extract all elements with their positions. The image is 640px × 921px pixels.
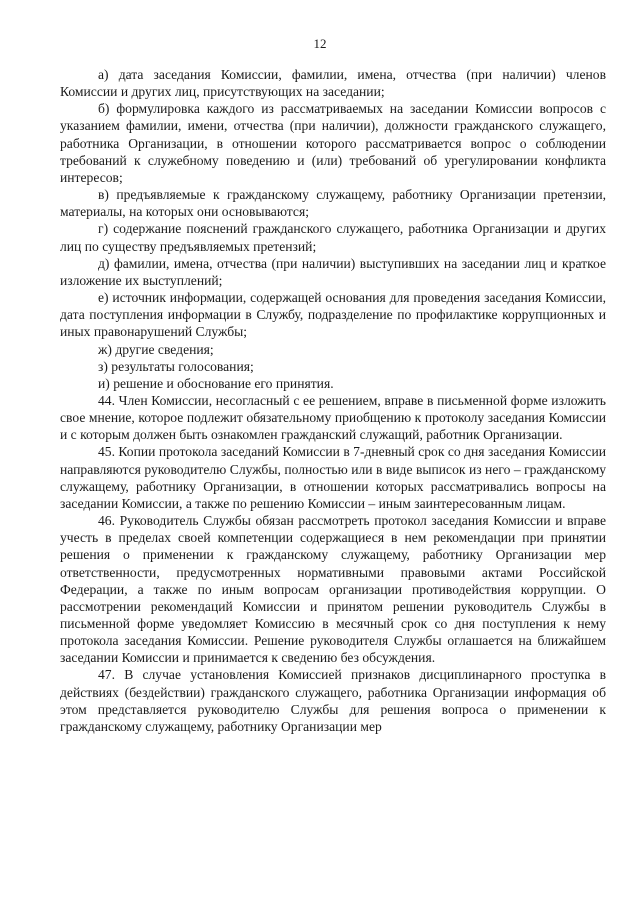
page-number: 12 (313, 36, 327, 51)
paragraph-47: 47. В случае установления Комиссией признаков дисциплинарного проступка в действиях (бездействии) гражданского служащего, работника Организации информация об этом представляется руководителю Службы для решения вопроса о применении к гражданскому служащему, работнику Организации мер (60, 667, 606, 734)
paragraph-item-v: в) предъявляемые к гражданскому служащему, работнику Организации претензии, материалы, на которых они основываются; (60, 187, 606, 220)
paragraph-item-b: б) формулировка каждого из рассматриваемых на заседании Комиссии вопросов с указанием фамилии, имени, отчества (при наличии), должности гражданского служащего, работника Организации, в отношении которого рассматривается вопрос о соблюдении требований к служебному поведению и (или) требований об урегулировании конфликта интересов; (60, 101, 606, 185)
document-body (60, 66, 606, 735)
paragraph-item-d: д) фамилии, имена, отчества (при наличии) выступивших на заседании лиц и краткое изложение их выступлений; (60, 255, 606, 288)
paragraph-item-i: и) решение и обоснование его принятия. (98, 375, 334, 391)
paragraph-44: 44. Член Комиссии, несогласный с ее решением, вправе в письменной форме изложить свое мнение, которое подлежит обязательному приобщению к протоколу заседания Комиссии и с которым должен быть ознакомлен гражданский служащий, работник Организации. (60, 392, 606, 443)
paragraph-item-g: г) содержание пояснений гражданского служащего, работника Организации и других лиц по существу предъявляемых претензий; (60, 221, 606, 254)
paragraph-45: 45. Копии протокола заседаний Комиссии в 7-дневный срок со дня заседания Комиссии направляются руководителю Службы, полностью или в виде выписок из него – гражданскому служащему, работнику Организации, в отношении которых рассматривались вопросы на заседании Комиссии, а также по решению Комиссии – иным заинтересованным лицам. (60, 444, 606, 511)
paragraph-item-e: е) источник информации, содержащей основания для проведения заседания Комиссии, дата поступления информации в Службу, подразделение по профилактике коррупционных и иных правонарушений Службы; (60, 290, 606, 340)
paragraph-item-z: з) результаты голосования; (98, 358, 254, 374)
paragraph-item-a: а) дата заседания Комиссии, фамилии, имена, отчества (при наличии) членов Комиссии и других лиц, присутствующих на заседании; (60, 67, 606, 100)
paragraph-item-zh: ж) другие сведения; (98, 341, 214, 357)
paragraph-46: 46. Руководитель Службы обязан рассмотреть протокол заседания Комиссии и вправе учесть в пределах своей компетенции содержащиеся в нем рекомендации при принятии решения о применении к гражданскому служащему, работнику Организации мер ответственности, предусмотренных нормативными правовыми актами Российской Федерации, а также по иным вопросам организации противодействия коррупции. О рассмотрении рекомендаций Комиссии и принятом решении руководитель Службы в письменной форме уведомляет Комиссию в месячный срок со дня поступления к нему протокола заседания Комиссии. Решение руководителя Службы оглашается на ближайшем заседании Комиссии и принимается к сведению без обсуждения. (60, 513, 606, 666)
